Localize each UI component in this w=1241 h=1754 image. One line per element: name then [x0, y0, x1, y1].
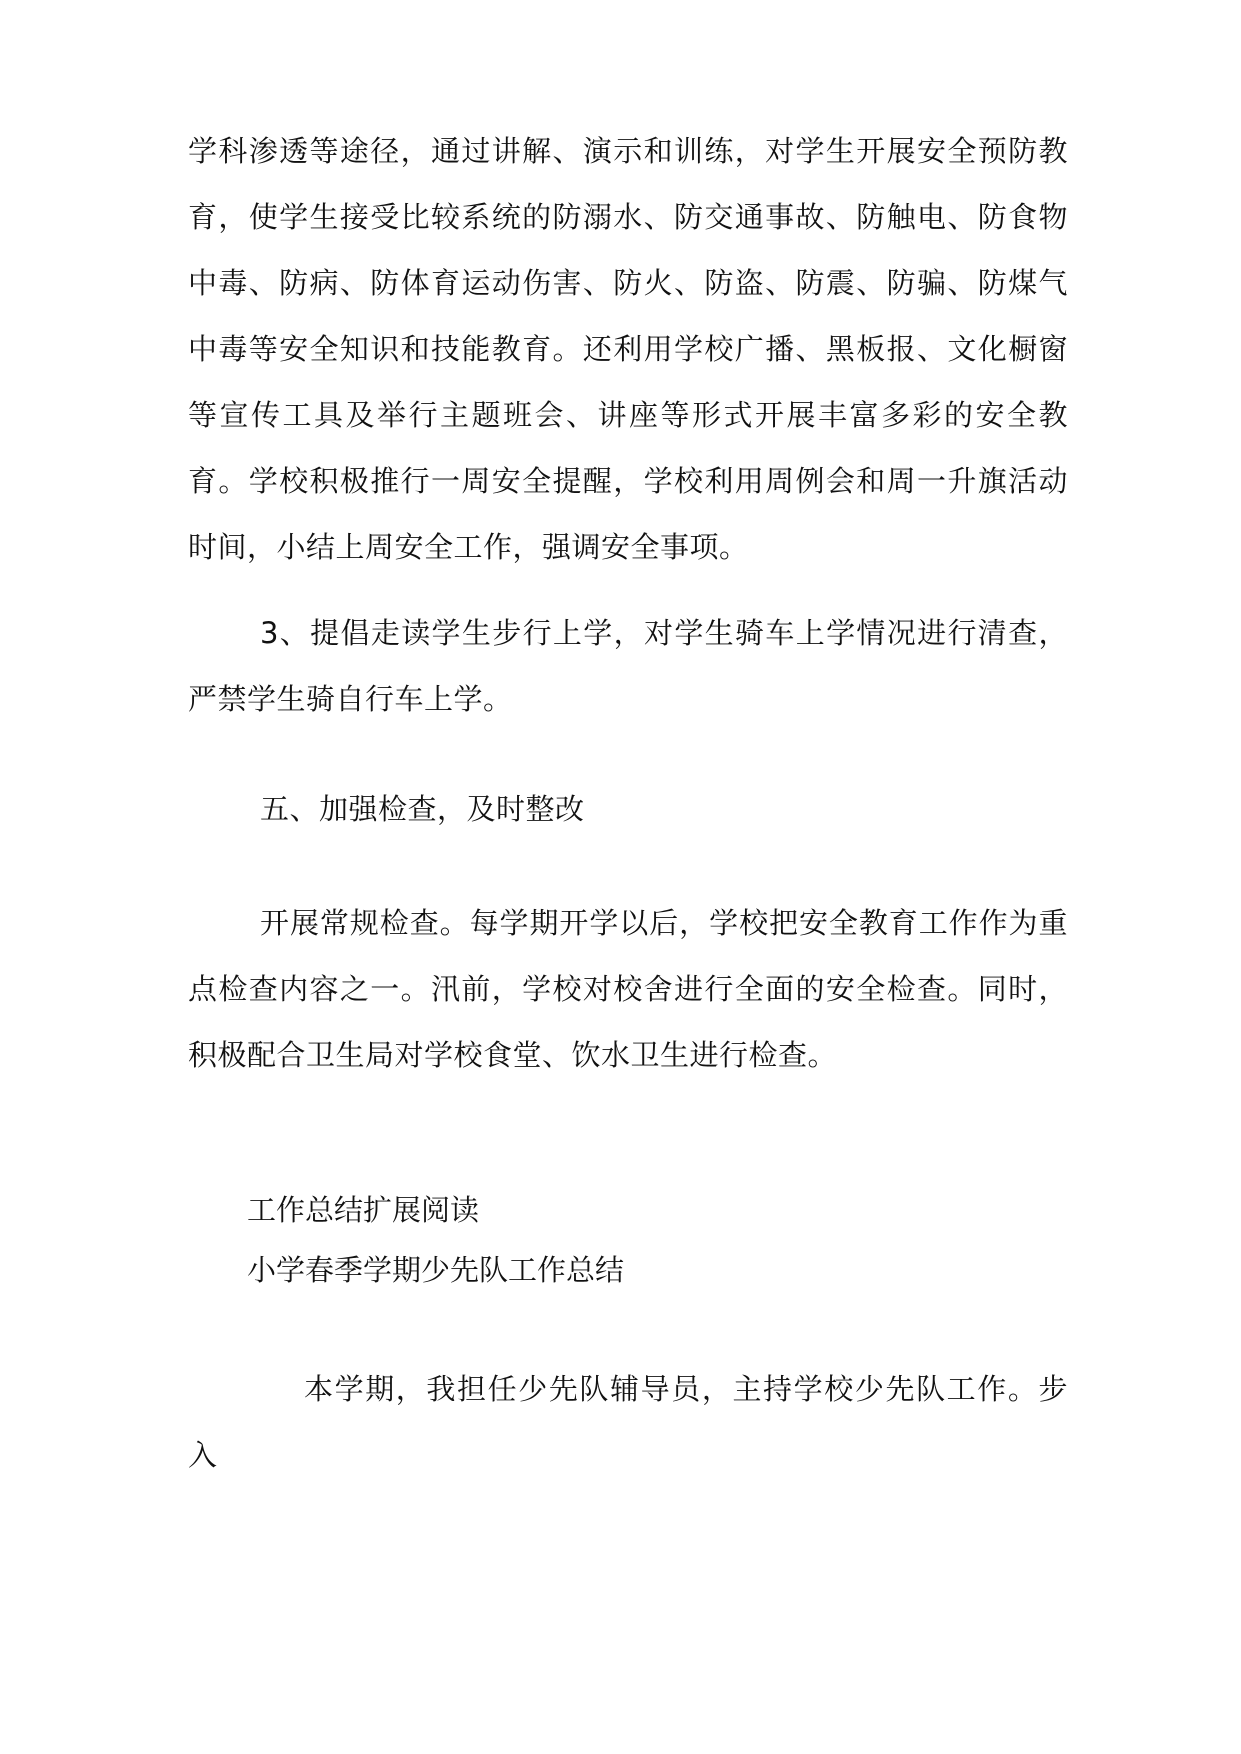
extended-reading-title: 小学春季学期少先队工作总结: [247, 1253, 625, 1287]
paragraph-routine-inspection: 开展常规检查。每学期开学以后，学校把安全教育工作作为重点检查内容之一。汛前，学校对校舍进行全面的安全检查。同时，积极配合卫生局对学校食堂、饮水卫生进行检查。: [188, 906, 1068, 1072]
extended-reading-opening: 本学期，我担任少先队辅导员，主持学校少先队工作。步入: [188, 1372, 1068, 1472]
section-heading-inspection: 五、加强检查，及时整改: [260, 792, 585, 826]
extended-reading-heading: 工作总结扩展阅读: [247, 1193, 480, 1227]
paragraph-safety-education: 学科渗透等途径，通过讲解、演示和训练，对学生开展安全预防教育，使学生接受比较系统的防溺水、防交通事故、防触电、防食物中毒、防病、防体育运动伤害、防火、防盗、防震、防骗、防煤气中毒等安全知识和技能教育。还利用学校广播、黑板报、文化橱窗等宣传工具及举行主题班会、讲座等形式开展丰富多彩的安全教育。学校积极推行一周安全提醒，学校利用周例会和周一升旗活动时间，小结上周安全工作，强调安全事项。: [188, 134, 1068, 564]
paragraph-walking-to-school: 3、提倡走读学生步行上学，对学生骑车上学情况进行清查，严禁学生骑自行车上学。: [188, 616, 1068, 716]
